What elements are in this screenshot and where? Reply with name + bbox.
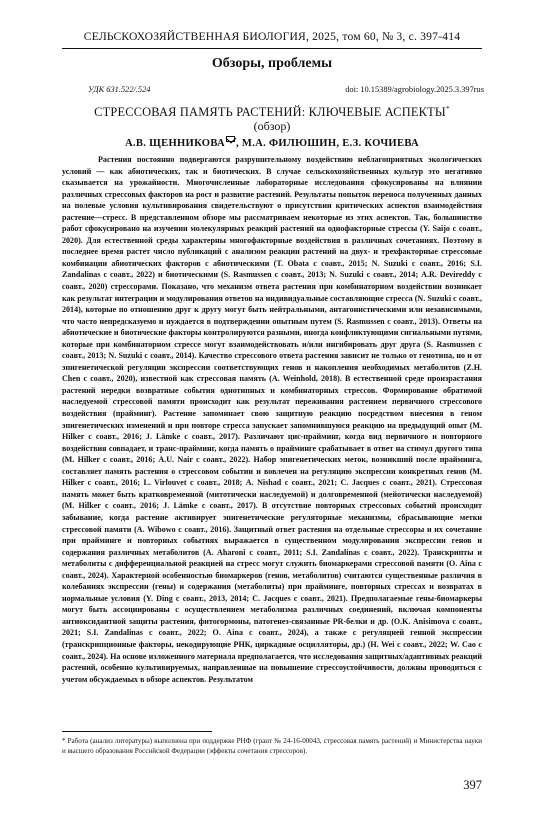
article-meta — [88, 85, 484, 94]
abstract: Растения постоянно подвергаются разрушительному воздействию неблагоприятных экологических условий — как абиотических, так и биотических. В случае сельскохозяйственных культур это негативно сказывается на урожайности. Многочисленные лабораторные исследования сфокусированы на влиянии различных стрессовых факторов на рост и развитие растений. Результаты попыток переноса полученных данных на полевые условия культивирования свидетельствуют о присутствии критических аспектов взаимодействия растение—стресс. В представленном обзоре мы рассматриваем некоторые из этих аспектов. Так, большинство работ сфокусировано на изучении молекулярных реакций растений на однофакторные стрессы (Y. Saijo с соавт., 2020). Для естественной среды характерны многофакторные воздействия в различных сочетаниях. Поэтому в последнее время растет число публикаций с анализом реакции растений на двух- и трехфакторные стрессовые комбинации абиотических факторов с абиотическими (T. Obata с соавт., 2015; N. Suzuki с соавт., 2016; S.I. Zandalinas с соавт., 2022) и биотическими (S. Rasmussen с соавт., 2013; N. Suzuki с соавт., 2014; A.R. Devireddy с соавт., 2020) стрессорами. Показано, что механизм ответа растения при комбинаторном воздействии возникает как результат интеграции и модулирования ответов на индивидуальные составляющие стресса (N. Suzuki с соавт., 2014), которые по отношению друг к другу могут быть нейтральными, антагонистическими или независимыми, что часто непредсказуемо и нуждается в подтверждении опытным путем (S. Rasmussen с соавт., 2013). Ответы на абиотические и биотические факторы контролируются разными, иногда конфликтующими сигнальными путями, которые при комбинаторном стрессе могут взаимодействовать и/или ингибировать друг друга (S. Rasmussen с соавт., 2013; N. Suzuki с соавт., 2014). Качество стрессового ответа растения зависит не только от генотипа, но и от эпигенетической регуляции экспрессии соответствующих генов и накопления необходимых метаболитов (Z.H. Chen с соавт., 2020), известной как стрессовая память (A. Weinhold, 2018). В естественной среде произрастания растений нередки возвратные события однотипных и комбинаторных стрессов. Формирование обратимой наследуемой стрессовой памяти происходит как результат переживания растением первичного стрессового воздействия (прайминг). Растение запоминает свою защитную реакцию посредством внесения в геном эпигенетических изменений и при повторе стресса запускает запомнившуюся реакцию на предыдущий опыт (M. Hilker с соавт., 2016; J. Lämke с соавт., 2017). Различают цис-прайминг, когда вид первичного и повторного воздействия совпадает, и транс-прайминг, когда память о прайминге срабатывает в ответ на стимул другого типа (M. Hilker с соавт., 2016; A.U. Nair с соавт., 2022). Набор эпигенетических меток, возникший после прайминга, составляет память растения о стрессовом событии и вовлечен на регуляцию экспрессии конкретных генов (M. Hilker с соавт., 2016; L. Virlouvet с соавт., 2018; A. Nishad с соавт., 2021; C. Jacques с соавт., 2021). Стрессовая память может быть кратковременной (митотически наследуемой) и долговременной (мейотически наследуемой) (M. Hilker с соавт., 2016; J. Lämke с соавт., 2017). В отсутствие повторных стрессовых событий происходит забывание, когда растение активирует эпигенетические регуляторные механизмы, сбрасывающие метки стрессовой памяти (A. Wibowo с соавт., 2016). Защитный ответ растения на отдельные стрессоры и их сочетание при прайминге и повторных событиях выражается в существенном модулировании экспрессии генов и содержания различных метаболитов (A. Aharoni с соавт., 2011; S.I. Zandalinas с соавт., 2022). Транскрипты и метаболиты с дифференциальной реакцией на стресс могут служить биомаркерами стрессовой памяти (O. Aina с соавт., 2024). Характерной особенностью биомаркеров (генов, метаболитов) считаются существенные различия в колебаниях экспрессии (гены) и содержания (метаболиты) при прайминге, повторных стрессах и возвратах в нормальные условия (Y. Ding с соавт., 2013, 2014; C. Jacques с соавт., 2021). Предполагаемые гены-биомаркеры могут быть ассоциированы с осуществлением метаболизма различных соединений, включая компоненты антиоксидантной защиты растения, фитогормоны, патогенез-связанные PR-белки и др. (O.K. Anisimova с соавт., 2021; S.I. Zandalinas с соавт., 2022; O. Aina с соавт., 2024), а также с регуляцией генной экспрессии (транскрипционные факторы, некодирующие РНК, циркадные осцилляторы, др.) (H. Wei с соавт., 2022; W. Cao с соавт., 2024). На основе изложенного материала предполагается, что исследования защитных/адаптивных реакций растений, особенно культивируемых, направленные на повышение стрессоустойчивости, должны проводиться с учетом обсуждаемых в обзоре аспектов. Результатом — [62, 155, 482, 684]
footnote: * Работа (анализ литературы) выполнена при поддержке РНФ (грант № 24-16-00043, стрессовая память растений) и Министерства науки и высшего образования Российской Федерации (эффекты сочетания стрессоров). — [62, 737, 482, 755]
article-title-text: СТРЕССОВАЯ ПАМЯТЬ РАСТЕНИЙ: КЛЮЧЕВЫЕ АСПЕКТЫ — [94, 105, 446, 120]
authors — [62, 138, 482, 149]
title-footnote-marker: * — [445, 104, 450, 113]
header-rule — [62, 48, 482, 49]
envelope-icon — [226, 136, 235, 142]
page-number: 397 — [463, 778, 482, 792]
running-head: СЕЛЬСКОХОЗЯЙСТВЕННАЯ БИОЛОГИЯ, 2025, том 60, № 3, с. 397-414 — [83, 30, 461, 43]
footnote-rule — [62, 731, 212, 732]
corresponding-author: А.В. ЩЕННИКОВА — [125, 138, 225, 149]
section-heading: Обзоры, проблемы — [211, 56, 333, 71]
udc-code: УДК 631.522/.524 — [88, 85, 151, 94]
doi[interactable]: doi: 10.15389/agrobiology.2025.3.397rus — [345, 85, 484, 94]
article-subtitle: (обзор) — [253, 119, 291, 133]
article-title — [62, 104, 482, 120]
co-authors: , М.А. ФИЛЮШИН, Е.З. КОЧИЕВА — [236, 138, 419, 149]
